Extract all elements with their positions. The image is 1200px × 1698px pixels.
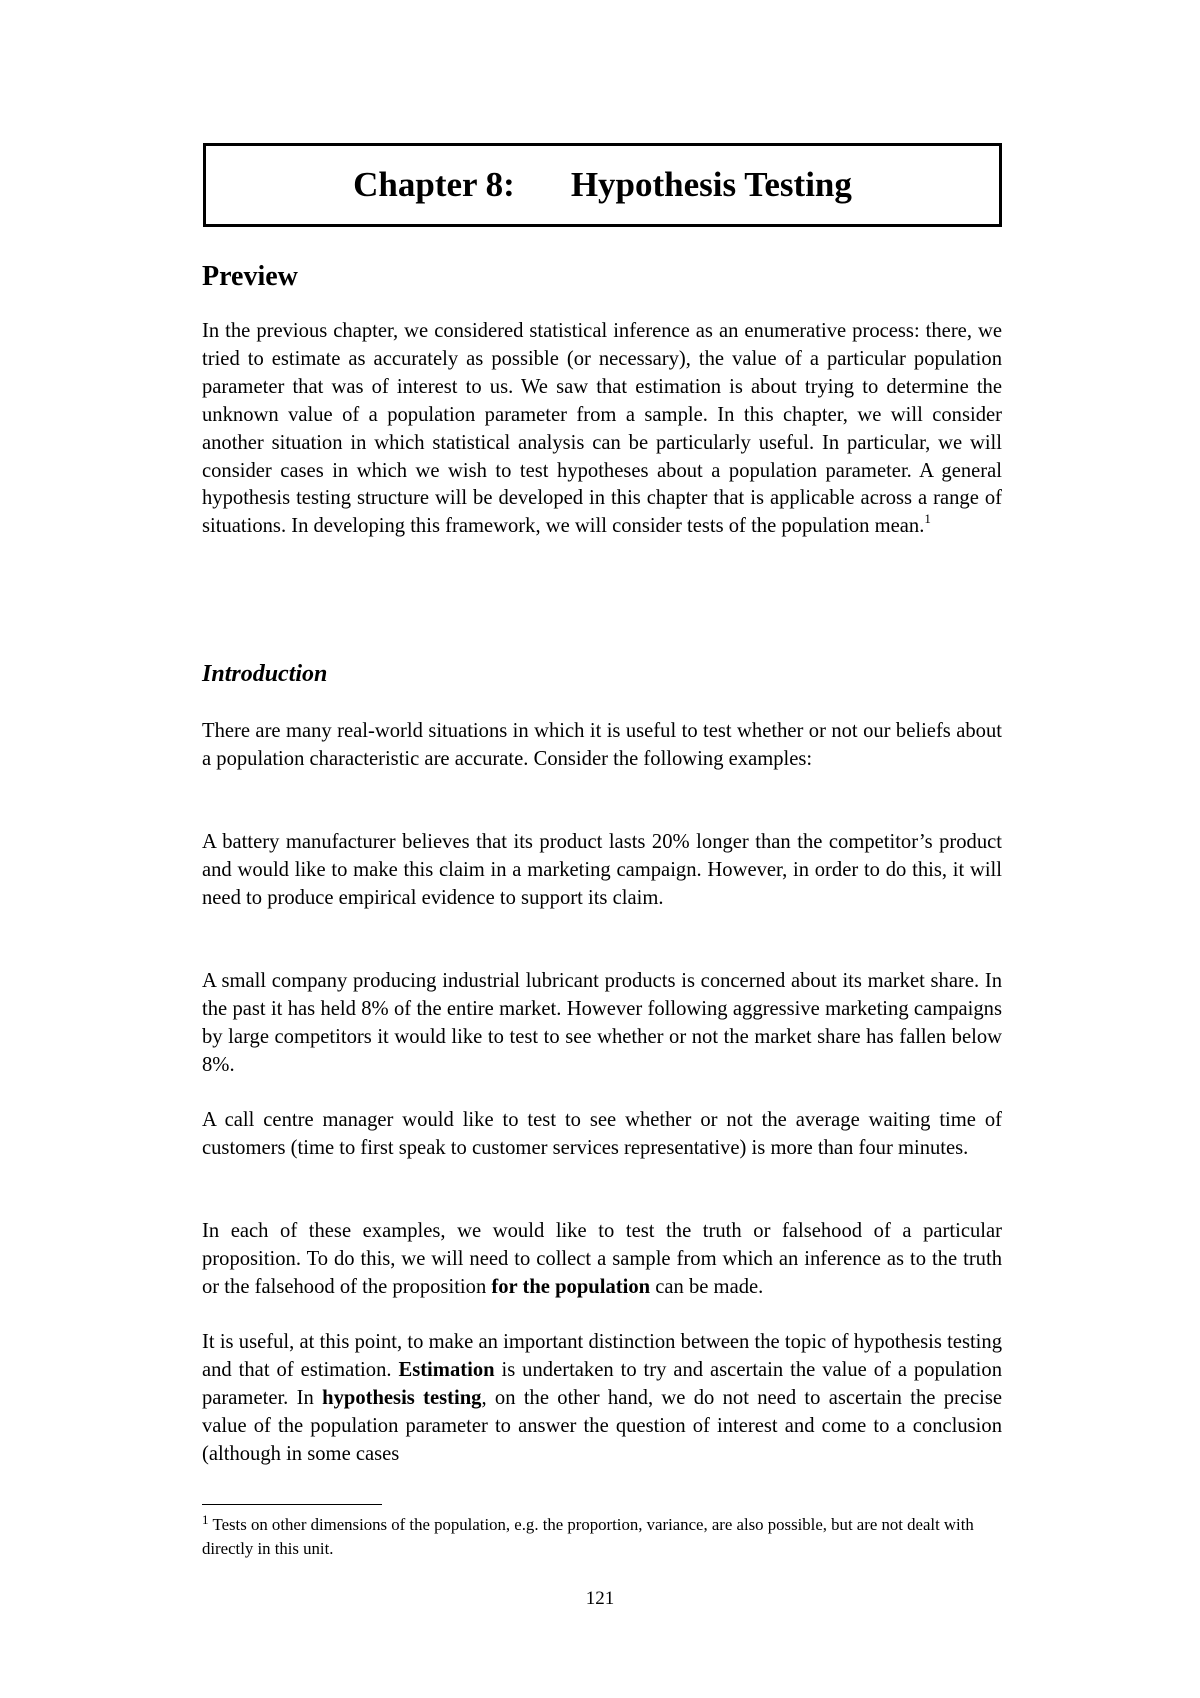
p6-bold-estimation: Estimation — [398, 1358, 495, 1381]
p6-bold-hypothesis-testing: hypothesis testing — [322, 1386, 482, 1409]
preview-text: In the previous chapter, we considered statistical inference as an enumerative process: there, we tried to estimate as accurately as possible (or necessary), the value of a particular population parameter that was of interest to us. We saw that estimation is about trying to determine the unknown value of a population parameter from a sample. In this chapter, we will consider another situation in which statistical analysis can be particularly useful. In particular, we will consider cases in which we wish to test hypotheses about a population parameter. A general hypothesis testing structure will be developed in this chapter that is applicable across a range of situations. In developing this framework, we will consider tests of the population mean. — [202, 320, 1002, 538]
footnote-marker: 1 — [202, 1512, 209, 1527]
p5-text-a: In each of these examples, we would like to test the truth or falsehood of a particular proposition. To do this, we will need to collect a sample from which an inference as to the truth or the falsehood of the proposition — [202, 1220, 1002, 1298]
footnote-separator — [202, 1504, 382, 1505]
p6-text-b: is undertaken to try and ascertain the value of a population parameter. In — [202, 1358, 1003, 1409]
introduction-heading: Introduction — [202, 661, 328, 687]
example-lubricant-paragraph: A small company producing industrial lubricant products is concerned about its market share. In the past it has held 8% of the entire market. However following aggressive marketing campaigns by large competitors it would like to test to see whether or not the market share has fallen below 8%. — [202, 970, 1002, 1076]
p5-text-b: can be made. — [650, 1275, 764, 1298]
chapter-name: Hypothesis Testing — [570, 165, 852, 204]
intro-paragraph-6 — [202, 1329, 1002, 1469]
p6-text-a: It is useful, at this point, to make an important distinction between the topic of hypothesis testing and that of estimation. — [202, 1331, 1002, 1381]
chapter-title — [353, 165, 852, 205]
preview-heading: Preview — [202, 261, 298, 292]
p6-text-c: , on the other hand, we do not need to ascertain the precise value of the population parameter to answer the question of interest and come to a conclusion (although in some cases — [202, 1386, 1003, 1465]
chapter-label: Chapter 8: — [353, 165, 515, 204]
chapter-title-box — [203, 143, 1002, 227]
intro-paragraph-5 — [202, 1218, 1002, 1302]
p5-bold: for the population — [491, 1275, 651, 1298]
footnote — [202, 1513, 1002, 1560]
page-number: 121 — [585, 1588, 615, 1609]
example-battery-paragraph: A battery manufacturer believes that its product lasts 20% longer than the competitor’s product and would like to make this claim in a marketing campaign. However, in order to do this, it will need to produce empirical evidence to support its claim. — [202, 831, 1002, 909]
footnote-reference[interactable]: 1 — [924, 511, 931, 527]
example-call-centre-paragraph: A call centre manager would like to test to see whether or not the average waiting time of customers (time to first speak to customer services representative) is more than four minutes. — [202, 1109, 1002, 1159]
preview-paragraph — [202, 318, 1002, 541]
footnote-text: Tests on other dimensions of the population, e.g. the proportion, variance, are also possible, but are not dealt with directly in this unit. — [202, 1515, 974, 1558]
intro-paragraph-1: There are many real-world situations in which it is useful to test whether or not our beliefs about a population characteristic are accurate. Consider the following examples: — [202, 720, 1002, 770]
